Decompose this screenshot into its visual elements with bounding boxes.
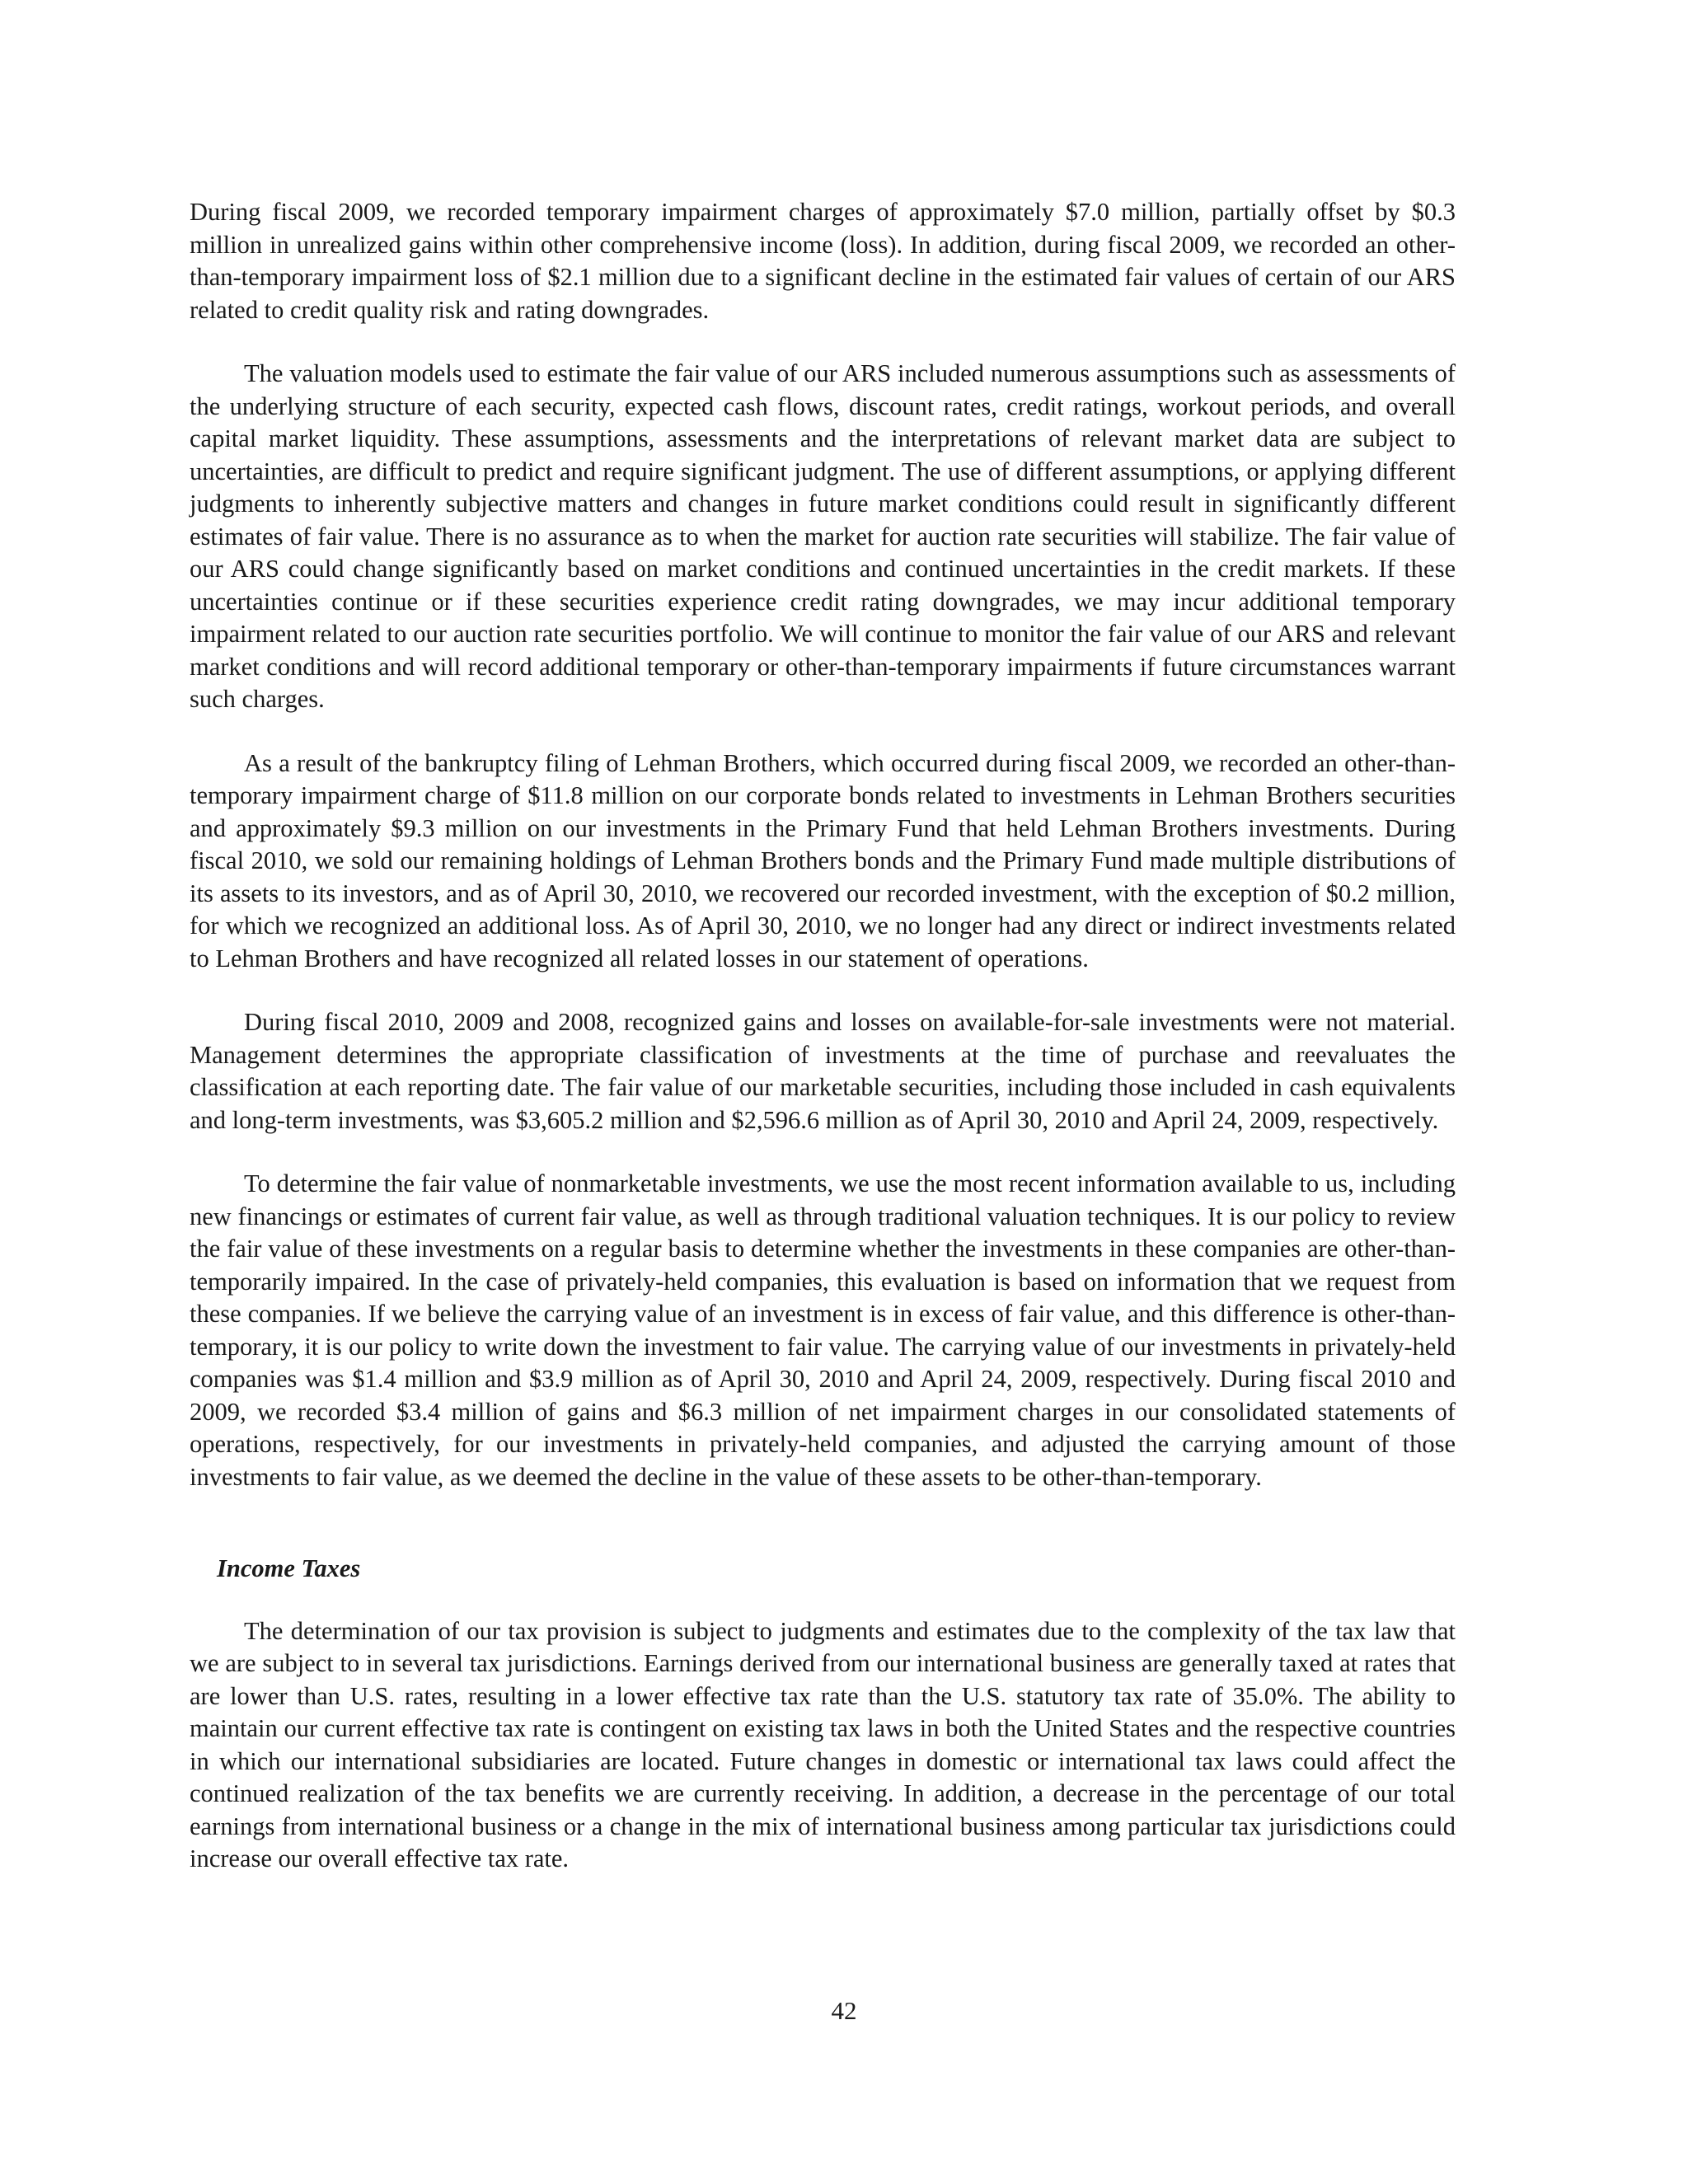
paragraph-valuation-models: The valuation models used to estimate the fair value of our ARS included numerous assumptions such as assessments of the underlying structure of each security, expected cash flows, discount rates, credit ratings, workout periods, and overall capital market liquidity. These assumptions, assessments and the interpretations of relevant market data are subject to uncertainties, are difficult to predict and require significant judgment. The use of different assumptions, or applying different judgments to inherently subjective matters and changes in future market conditions could result in significantly different estimates of fair value. There is no assurance as to when the market for auction rate securities will stabilize. The fair value of our ARS could change significantly based on market conditions and continued uncertainties in the credit markets. If these uncertainties continue or if these securities experience credit rating downgrades, we may incur additional temporary impairment related to our auction rate securities portfolio. We will continue to monitor the fair value of our ARS and relevant market conditions and will record additional temporary or other-than-temporary impairments if future circumstances warrant such charges.	[190, 359, 1456, 713]
paragraph-available-for-sale: During fiscal 2010, 2009 and 2008, recognized gains and losses on available-for-sale investments were not material. Management determines the appropriate classification of investments at the time of purchase and reevaluates the classification at each reporting date. The fair value of our marketable securities, including those included in cash equivalents and long-term investments, was $3,605.2 million and $2,596.6 million as of April 30, 2010 and April 24, 2009, respectively.	[190, 1008, 1456, 1134]
section-heading-income-taxes: Income Taxes	[217, 1554, 361, 1582]
paragraph-tax-provision: The determination of our tax provision is subject to judgments and estimates due to the complexity of the tax law that we are subject to in several tax jurisdictions. Earnings derived from our international business are generally taxed at rates that are lower than U.S. rates, resulting in a lower effective tax rate than the U.S. statutory tax rate of 35.0%. The ability to maintain our current effective tax rate is contingent on existing tax laws in both the United States and the respective countries in which our international subsidiaries are located. Future changes in domestic or international tax laws could affect the continued realization of the tax benefits we are currently receiving. In addition, a decrease in the percentage of our total earnings from international business or a change in the mix of international business among particular tax jurisdictions could increase our overall effective tax rate.	[190, 1616, 1456, 1872]
paragraph-nonmarketable-investments: To determine the fair value of nonmarketable investments, we use the most recent information available to us, including new financings or estimates of current fair value, as well as through traditional valuation techniques. It is our policy to review the fair value of these investments on a regular basis to determine whether the investments in these companies are other-than-temporarily impaired. In the case of privately-held companies, this evaluation is based on information that we request from these companies. If we believe the carrying value of an investment is in excess of fair value, and this difference is other-than-temporary, it is our policy to write down the investment to fair value. The carrying value of our investments in privately-held companies was $1.4 million and $3.9 million as of April 30, 2010 and April 24, 2009, respectively. During fiscal 2010 and 2009, we recorded $3.4 million of gains and $6.3 million of net impairment charges in our consolidated statements of operations, respectively, for our investments in privately-held companies, and adjusted the carrying amount of those investments to fair value, as we deemed the decline in the value of these assets to be other-than-temporary.	[190, 1169, 1456, 1491]
page-number: 42	[831, 1996, 857, 2025]
paragraph-lehman-brothers: As a result of the bankruptcy filing of Lehman Brothers, which occurred during fiscal 2009, we recorded an other-than-temporary impairment charge of $11.8 million on our corporate bonds related to investments in Lehman Brothers securities and approximately $9.3 million on our investments in the Primary Fund that held Lehman Brothers investments. During fiscal 2010, we sold our remaining holdings of Lehman Brothers bonds and the Primary Fund made multiple distributions of its assets to its investors, and as of April 30, 2010, we recovered our recorded investment, with the exception of $0.2 million, for which we recognized an additional loss. As of April 30, 2010, we no longer had any direct or indirect investments related to Lehman Brothers and have recognized all related losses in our statement of operations.	[190, 748, 1456, 972]
document-page	[190, 196, 1456, 1907]
paragraph-temporary-impairment: During fiscal 2009, we recorded temporary impairment charges of approximately $7.0 million, partially offset by $0.3 million in unrealized gains within other comprehensive income (loss). In addition, during fiscal 2009, we recorded an other-than-temporary impairment loss of $2.1 million due to a significant decline in the estimated fair values of certain of our ARS related to credit quality risk and rating downgrades.	[190, 198, 1456, 324]
